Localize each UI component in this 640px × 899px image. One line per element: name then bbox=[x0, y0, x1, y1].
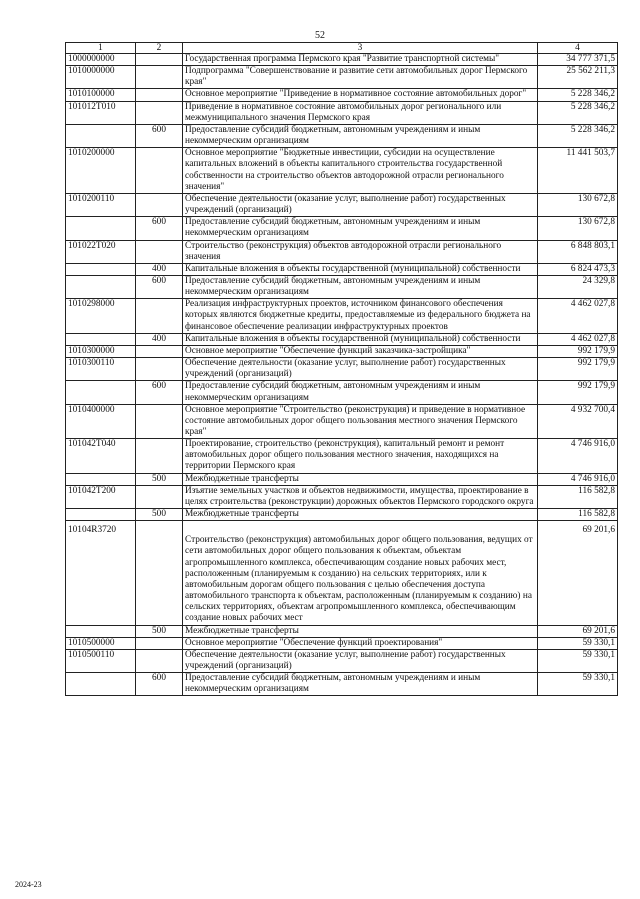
table-row bbox=[66, 193, 618, 216]
kvr-cell bbox=[136, 240, 183, 263]
code-cell bbox=[66, 673, 136, 696]
code-cell bbox=[66, 473, 136, 485]
code-cell bbox=[66, 275, 136, 298]
amount-cell: 59 330,1 bbox=[538, 673, 618, 696]
kvr-cell: 400 bbox=[136, 263, 183, 275]
budget-table bbox=[65, 42, 618, 696]
amount-cell: 24 329,8 bbox=[538, 275, 618, 298]
amount-cell: 4 932 700,4 bbox=[538, 404, 618, 438]
amount-cell: 59 330,1 bbox=[538, 637, 618, 649]
amount-cell: 116 582,8 bbox=[538, 509, 618, 521]
amount-cell: 69 201,6 bbox=[538, 625, 618, 637]
code-cell: 1010400000 bbox=[66, 404, 136, 438]
table-row bbox=[66, 148, 618, 194]
code-cell bbox=[66, 263, 136, 275]
code-cell: 1010300000 bbox=[66, 345, 136, 357]
amount-cell: 4 746 916,0 bbox=[538, 439, 618, 473]
kvr-cell bbox=[136, 521, 183, 625]
amount-cell: 992 179,9 bbox=[538, 381, 618, 404]
code-cell: 101012T010 bbox=[66, 101, 136, 124]
name-cell: Обеспечение деятельности (оказание услуг, выполнение работ) государственных учреждений (организаций) bbox=[183, 649, 538, 672]
amount-cell: 6 848 803,1 bbox=[538, 240, 618, 263]
table-row bbox=[66, 101, 618, 124]
table-row bbox=[66, 625, 618, 637]
name-cell: Предоставление субсидий бюджетным, автономным учреждениям и иным некоммерческим организациям bbox=[183, 381, 538, 404]
header-col-3: 3 bbox=[183, 43, 538, 54]
code-cell: 1010100000 bbox=[66, 89, 136, 101]
code-cell bbox=[66, 124, 136, 147]
code-cell: 1010200110 bbox=[66, 193, 136, 216]
code-cell: 1010500110 bbox=[66, 649, 136, 672]
code-cell: 1010200000 bbox=[66, 148, 136, 194]
kvr-cell bbox=[136, 89, 183, 101]
code-cell: 1010000000 bbox=[66, 66, 136, 89]
table-row bbox=[66, 66, 618, 89]
name-cell: Государственная программа Пермского края "Развитие транспортной системы" bbox=[183, 54, 538, 66]
name-cell: Обеспечение деятельности (оказание услуг, выполнение работ) государственных учреждений (организаций) bbox=[183, 193, 538, 216]
kvr-cell bbox=[136, 66, 183, 89]
code-cell: 1010500000 bbox=[66, 637, 136, 649]
amount-cell: 34 777 371,5 bbox=[538, 54, 618, 66]
table-row bbox=[66, 275, 618, 298]
amount-cell: 59 330,1 bbox=[538, 649, 618, 672]
name-cell: Основное мероприятие "Приведение в нормативное состояние автомобильных дорог" bbox=[183, 89, 538, 101]
amount-cell: 5 228 346,2 bbox=[538, 124, 618, 147]
name-cell: Основное мероприятие "Обеспечение функций проектирования" bbox=[183, 637, 538, 649]
amount-cell: 130 672,8 bbox=[538, 217, 618, 240]
kvr-cell bbox=[136, 485, 183, 508]
name-cell: Реализация инфраструктурных проектов, источником финансового обеспечения которых являются бюджетные кредиты, предоставляемые из федерального бюджета на финансовое обеспечение реализации инфраструктурных проектов bbox=[183, 299, 538, 333]
kvr-cell: 500 bbox=[136, 473, 183, 485]
name-cell: Межбюджетные трансферты bbox=[183, 509, 538, 521]
table-row bbox=[66, 217, 618, 240]
name-cell: Предоставление субсидий бюджетным, автономным учреждениям и иным некоммерческим организациям bbox=[183, 124, 538, 147]
amount-cell: 69 201,6 bbox=[538, 521, 618, 625]
kvr-cell: 600 bbox=[136, 124, 183, 147]
table-row bbox=[66, 89, 618, 101]
amount-cell: 4 746 916,0 bbox=[538, 473, 618, 485]
name-cell: Предоставление субсидий бюджетным, автономным учреждениям и иным некоммерческим организациям bbox=[183, 275, 538, 298]
kvr-cell: 600 bbox=[136, 381, 183, 404]
kvr-cell bbox=[136, 439, 183, 473]
name-cell: Основное мероприятие "Обеспечение функций заказчика-застройщика" bbox=[183, 345, 538, 357]
name-cell: Проектирование, строительство (реконструкция), капитальный ремонт и ремонт автомобильных дорог общего пользования местного значения, находящихся на территории Пермского края bbox=[183, 439, 538, 473]
table-row bbox=[66, 521, 618, 625]
name-cell: Строительство (реконструкция) объектов автодорожной отрасли регионального значения bbox=[183, 240, 538, 263]
name-cell: Обеспечение деятельности (оказание услуг, выполнение работ) государственных учреждений (организаций) bbox=[183, 358, 538, 381]
table-row bbox=[66, 673, 618, 696]
kvr-cell bbox=[136, 193, 183, 216]
name-cell: Подпрограмма "Совершенствование и развитие сети автомобильных дорог Пермского края" bbox=[183, 66, 538, 89]
name-cell: Основное мероприятие "Бюджетные инвестиции, субсидии на осуществление капитальных вложений в объекты капитального строительства государственной собственности на строительство объектов автодорожной отрасли регионального значения" bbox=[183, 148, 538, 194]
kvr-cell: 500 bbox=[136, 625, 183, 637]
table-body bbox=[66, 54, 618, 696]
amount-cell: 11 441 503,7 bbox=[538, 148, 618, 194]
kvr-cell bbox=[136, 404, 183, 438]
code-cell bbox=[66, 509, 136, 521]
kvr-cell bbox=[136, 637, 183, 649]
code-cell: 10104R3720 bbox=[66, 521, 136, 625]
header-col-1: 1 bbox=[66, 43, 136, 54]
amount-cell: 5 228 346,2 bbox=[538, 101, 618, 124]
table-row bbox=[66, 54, 618, 66]
amount-cell: 4 462 027,8 bbox=[538, 299, 618, 333]
amount-cell: 992 179,9 bbox=[538, 358, 618, 381]
code-cell: 1010298000 bbox=[66, 299, 136, 333]
amount-cell: 4 462 027,8 bbox=[538, 333, 618, 345]
table-row bbox=[66, 439, 618, 473]
header-col-4: 4 bbox=[538, 43, 618, 54]
header-col-2: 2 bbox=[136, 43, 183, 54]
table-row bbox=[66, 333, 618, 345]
footer-doc-number: 2024-23 bbox=[15, 880, 42, 889]
code-cell: 101022T020 bbox=[66, 240, 136, 263]
table-row bbox=[66, 358, 618, 381]
table-row bbox=[66, 404, 618, 438]
amount-cell: 25 562 211,3 bbox=[538, 66, 618, 89]
amount-cell: 6 824 473,3 bbox=[538, 263, 618, 275]
code-cell: 1000000000 bbox=[66, 54, 136, 66]
kvr-cell bbox=[136, 358, 183, 381]
kvr-cell bbox=[136, 101, 183, 124]
name-cell: Межбюджетные трансферты bbox=[183, 473, 538, 485]
name-cell: Межбюджетные трансферты bbox=[183, 625, 538, 637]
name-cell: Капитальные вложения в объекты государственной (муниципальной) собственности bbox=[183, 263, 538, 275]
table-row bbox=[66, 345, 618, 357]
table-row bbox=[66, 473, 618, 485]
kvr-cell bbox=[136, 299, 183, 333]
table-row bbox=[66, 509, 618, 521]
kvr-cell: 500 bbox=[136, 509, 183, 521]
kvr-cell bbox=[136, 148, 183, 194]
table-row bbox=[66, 637, 618, 649]
code-cell: 101042T200 bbox=[66, 485, 136, 508]
code-cell bbox=[66, 625, 136, 637]
code-cell bbox=[66, 333, 136, 345]
table-row bbox=[66, 649, 618, 672]
code-cell: 101042T040 bbox=[66, 439, 136, 473]
name-cell: Основное мероприятие "Строительство (реконструкция) и приведение в нормативное состояние автомобильных дорог общего пользования местного значения Пермского края" bbox=[183, 404, 538, 438]
table-row bbox=[66, 124, 618, 147]
name-cell: Капитальные вложения в объекты государственной (муниципальной) собственности bbox=[183, 333, 538, 345]
kvr-cell: 600 bbox=[136, 673, 183, 696]
kvr-cell bbox=[136, 649, 183, 672]
table-row bbox=[66, 240, 618, 263]
name-cell: Приведение в нормативное состояние автомобильных дорог регионального или межмуниципального значения Пермского края bbox=[183, 101, 538, 124]
kvr-cell bbox=[136, 345, 183, 357]
name-cell: Предоставление субсидий бюджетным, автономным учреждениям и иным некоммерческим организациям bbox=[183, 217, 538, 240]
name-cell: Строительство (реконструкция) автомобильных дорог общего пользования, ведущих от сети автомобильных дорог общего пользования к объектам, объектам агропромышленного комплекса, обеспечивающим создание новых рабочих мест, расположенным (планируемым к созданию) на сельских территориях, или к автомобильным дорогам общего пользования с целью обеспечения доступа автомобильного транспорта к объектам, расположенным (планируемым к созданию) на сельских территориях, объектам агропромышленного комплекса, обеспечивающим создание новых рабочих мест bbox=[183, 521, 538, 625]
amount-cell: 130 672,8 bbox=[538, 193, 618, 216]
table-row bbox=[66, 381, 618, 404]
table-row bbox=[66, 299, 618, 333]
code-cell bbox=[66, 217, 136, 240]
amount-cell: 116 582,8 bbox=[538, 485, 618, 508]
kvr-cell: 600 bbox=[136, 217, 183, 240]
page-number: 52 bbox=[315, 30, 325, 41]
table-header-row bbox=[66, 43, 618, 54]
name-cell: Изъятие земельных участков и объектов недвижимости, имущества, проектирование в целях строительства (реконструкции) дорожных объектов Пермского городского округа bbox=[183, 485, 538, 508]
name-cell: Предоставление субсидий бюджетным, автономным учреждениям и иным некоммерческим организациям bbox=[183, 673, 538, 696]
kvr-cell: 400 bbox=[136, 333, 183, 345]
amount-cell: 992 179,9 bbox=[538, 345, 618, 357]
kvr-cell: 600 bbox=[136, 275, 183, 298]
table-row bbox=[66, 485, 618, 508]
table-row bbox=[66, 263, 618, 275]
kvr-cell bbox=[136, 54, 183, 66]
code-cell bbox=[66, 381, 136, 404]
amount-cell: 5 228 346,2 bbox=[538, 89, 618, 101]
code-cell: 1010300110 bbox=[66, 358, 136, 381]
